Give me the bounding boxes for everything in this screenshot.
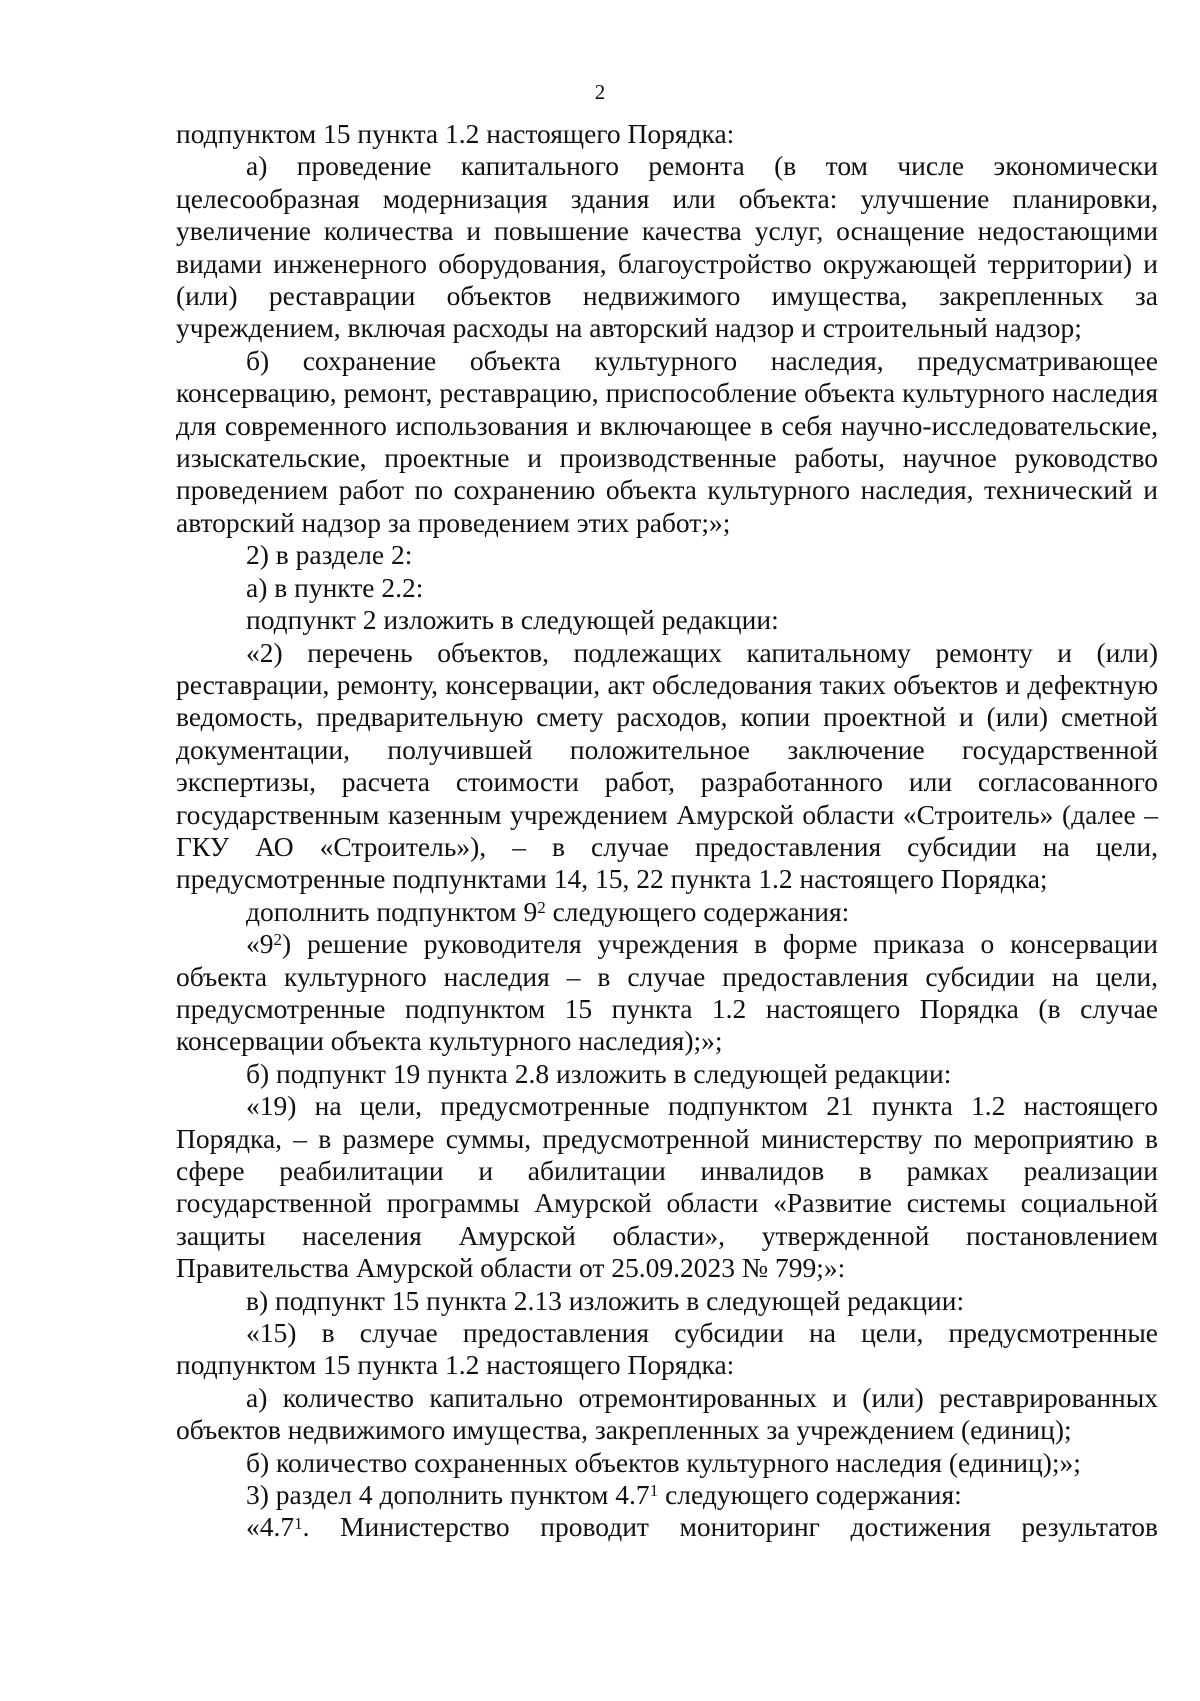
text-fragment: 3) раздел 4 дополнить пунктом 4.7 [246, 1479, 650, 1511]
document-body [176, 118, 1158, 1544]
paragraph-subclause-2-text: «2) перечень объектов, подлежащих капитальному ремонту и (или) реставрации, ремонту, консервации, акт обследования таких объектов и дефектную ведомость, предварительную смету расходов, копии проектной и (или) сметной документации, получившей положительное заключение государственной экспертизы, расчета стоимости работ, разработанного или согласованного государственным казенным учреждением Амурской области «Строитель» (далее – ГКУ АО «Строитель»), – в случае предоставления субсидии на цели, предусмотренные подпунктами 14, 15, 22 пункта 1.2 настоящего Порядка; [176, 636, 1158, 895]
paragraph-item-a-capital-repair: а) проведение капитального ремонта (в том числе экономически целесообразная модернизация здания или объекта: улучшение планировки, увеличение количества и повышение качества услуг, оснащение недостающими видами инженерного оборудования, благоустройство окружающей территории) и (или) реставрации объектов недвижимого имущества, закрепленных за учреждением, включая расходы на авторский надзор и строительный надзор; [176, 150, 1158, 344]
text-fragment: ) решение руководителя учреждения в форме приказа о консервации объекта культурного наследия – в случае предоставления субсидии на цели, предусмотренные подпунктом 15 пункта 1.2 настоящего Порядка (в случае консервации объекта культурного наследия);»; [176, 928, 1158, 1057]
paragraph-result-b: б) количество сохраненных объектов культурного наследия (единиц);»; [246, 1446, 1081, 1478]
text-fragment: следующего содержания: [545, 895, 850, 927]
superscript: 1 [294, 1513, 303, 1533]
text-fragment: «9 [246, 928, 274, 960]
paragraph-clause-2-2: а) в пункте 2.2: [246, 571, 424, 603]
paragraph-section-4-addition [176, 1479, 1158, 1511]
superscript: 2 [537, 898, 546, 918]
paragraph-add-subclause-9-2 [176, 896, 1158, 928]
text-fragment: дополнить подпунктом 9 [246, 895, 538, 927]
paragraph-clause-4-7-1-text [176, 1511, 1158, 1543]
text-fragment: . Министерство проводит мониторинг достижения результатов [302, 1511, 1158, 1543]
paragraph-item-b-heritage: б) сохранение объекта культурного наследия, предусматривающее консервацию, ремонт, реставрацию, приспособление объекта культурного наследия для современного использования и включающее в себя научно-исследовательские, изыскательские, проектные и производственные работы, научное руководство проведением работ по сохранению объекта культурного наследия, технический и авторский надзор за проведением этих работ;»; [176, 344, 1158, 538]
paragraph-result-a: а) количество капитально отремонтированных и (или) реставрированных объектов недвижимого имущества, закрепленных за учреждением (единиц); [176, 1381, 1158, 1446]
paragraph-item-b-clause-2-8: б) подпункт 19 пункта 2.8 изложить в следующей редакции: [246, 1057, 952, 1089]
paragraph-continuation: подпунктом 15 пункта 1.2 настоящего Порядка: [176, 118, 735, 149]
page-number: 2 [594, 80, 606, 104]
superscript: 2 [273, 930, 283, 950]
paragraph-subclause-2-instruction: подпункт 2 изложить в следующей редакции: [246, 604, 779, 636]
text-fragment: следующего содержания: [658, 1479, 962, 1511]
paragraph-subclause-19-text: «19) на цели, предусмотренные подпунктом 21 пункта 1.2 настоящего Порядка, – в размере суммы, предусмотренной министерству по мероприятию в сфере реабилитации и абилитации инвалидов в рамках реализации государственной программы Амурской области «Развитие системы социальной защиты населения Амурской области», утвержденной постановлением Правительства Амурской области от 25.09.2023 № 799;»: [176, 1090, 1158, 1284]
superscript: 1 [649, 1481, 659, 1501]
text-fragment: «4.7 [246, 1511, 295, 1543]
paragraph-subclause-9-2-text [176, 928, 1158, 1058]
paragraph-section-2: 2) в разделе 2: [246, 539, 413, 571]
paragraph-subclause-15-text: «15) в случае предоставления субсидии на цели, предусмотренные подпунктом 15 пункта 1.2 настоящего Порядка: [176, 1317, 1158, 1381]
paragraph-item-v-clause-2-13: в) подпункт 15 пункта 2.13 изложить в следующей редакции: [246, 1284, 965, 1316]
